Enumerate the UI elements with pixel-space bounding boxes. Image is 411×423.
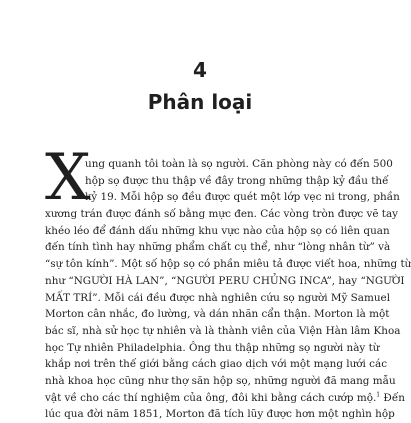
text-line: khéo léo để đánh dấu những khu vực nào của hộp sọ có liên quan [45,224,390,237]
text-line: khắp nơi trên thế giới bằng cách giao dịch với một mạng lưới các [45,358,388,371]
chapter-number: 4 [193,58,207,82]
text-line: đến tính tình hay những phẩm chất cụ thể, như “lòng nhân từ” và [45,241,391,254]
text-line: bác sĩ, nhà sử học tự nhiên và là thành viên của Viện Hàn lâm Khoa [45,324,401,337]
text-line-segment: Đến [380,391,405,404]
text-line-segment: vật về cho các thí nghiệm của ông, đôi khi bằng cách cướp mộ. [45,391,377,404]
chapter-title: Phân loại [147,90,253,114]
text-line: hộp sọ được thu thập về đây trong những thập kỷ đầu thế [85,174,389,187]
text-line: kỷ 19. Mỗi hộp sọ đều được quét một lớp vẹc ni trong, phần [85,191,400,204]
text-line: xương trán được đánh số bằng mực đen. Các vòng tròn được vẽ tay [45,208,399,221]
text-line: MẤT TRÍ”. Mỗi cái đều được nhà nghiên cứu sọ người Mỹ Samuel [45,291,391,304]
footnote-marker[interactable]: 1 [376,391,381,399]
text-line: nhà khoa học cũng như thợ săn hộp sọ, những người đã mang mẫu [45,374,396,387]
drop-cap-letter: X [45,141,91,215]
text-line: ung quanh tôi toàn là sọ người. Căn phòng này có đến 500 [85,158,393,170]
body-paragraph [45,156,411,423]
text-line: học Tự nhiên Philadelphia. Ông thu thập những sọ người này từ [45,341,380,354]
text-line-with-footnote [45,390,405,407]
text-line: Morton cân nhắc, đo lường, và dán nhãn cẩn thận. Morton là một [45,308,390,321]
text-line: như “NGƯỜI HÀ LAN”, “NGƯỜI PERU CHỦNG INCA”, hay “NGƯỜI [45,274,405,287]
text-line: lúc qua đời năm 1851, Morton đã tích lũy được hơn một nghìn hộp [45,408,395,421]
text-line: “sự tôn kính”. Một số hộp sọ có phần miêu tả được viết hoa, những từ [45,258,411,271]
